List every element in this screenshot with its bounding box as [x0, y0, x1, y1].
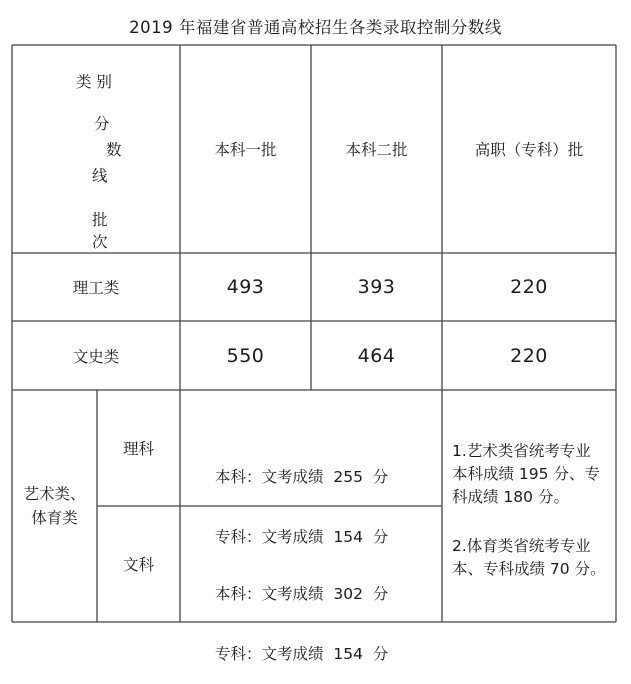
sub-label-science: 理科: [122, 440, 154, 458]
sports-note-line2: 本、专科成绩 70 分。: [452, 560, 606, 578]
arts-sports-label-line1: 艺术类、: [23, 485, 86, 503]
arts-liberal-bachelor-line: 本科：文考成绩 302 分: [215, 585, 389, 603]
arts-note: [452, 440, 600, 509]
arts-note-line1: 1.艺术类省统考专业: [452, 442, 591, 460]
science-tier2-score: 393: [357, 276, 396, 298]
header-corner-xian: 线: [92, 167, 108, 185]
column-header-vocational: 高职（专科）批: [474, 141, 584, 159]
arts-science-bachelor-line: 本科：文考成绩 255 分: [215, 468, 389, 486]
header-corner-pi: 批: [92, 211, 108, 229]
header-corner-category: 类 别: [76, 73, 112, 91]
sports-note-line1: 2.体育类省统考专业: [452, 537, 591, 555]
liberal-arts-tier2-score: 464: [357, 344, 396, 367]
arts-sports-label-line2: 体育类: [31, 509, 78, 527]
science-vocational-score: 220: [510, 276, 548, 298]
science-tier1-score: 493: [226, 276, 265, 298]
row-label-arts-sports: [12, 390, 97, 622]
sub-label-liberal: 文科: [122, 556, 154, 574]
arts-liberal-associate-line: 专科：文考成绩 154 分: [215, 645, 389, 663]
header-corner-ci: 次: [92, 233, 108, 251]
sports-note: [452, 535, 606, 581]
column-header-tier1: 本科一批: [214, 141, 277, 159]
column-header-tier2: 本科二批: [345, 141, 408, 159]
header-corner-fen: 分: [94, 115, 110, 133]
row-label-science: 理工类: [72, 279, 120, 297]
liberal-arts-vocational-score: 220: [510, 344, 548, 367]
page-title: 2019 年福建省普通高校招生各类录取控制分数线: [129, 18, 502, 37]
header-corner-shu: 数: [106, 141, 122, 159]
liberal-arts-tier1-score: 550: [226, 344, 265, 367]
arts-note-line2: 本科成绩 195 分、专: [452, 465, 600, 483]
arts-liberal-scores: [215, 544, 388, 684]
arts-science-associate-line: 专科：文考成绩 154 分: [215, 528, 389, 546]
row-label-liberal-arts: 文史类: [72, 347, 120, 366]
arts-note-line3: 科成绩 180 分。: [452, 488, 569, 506]
